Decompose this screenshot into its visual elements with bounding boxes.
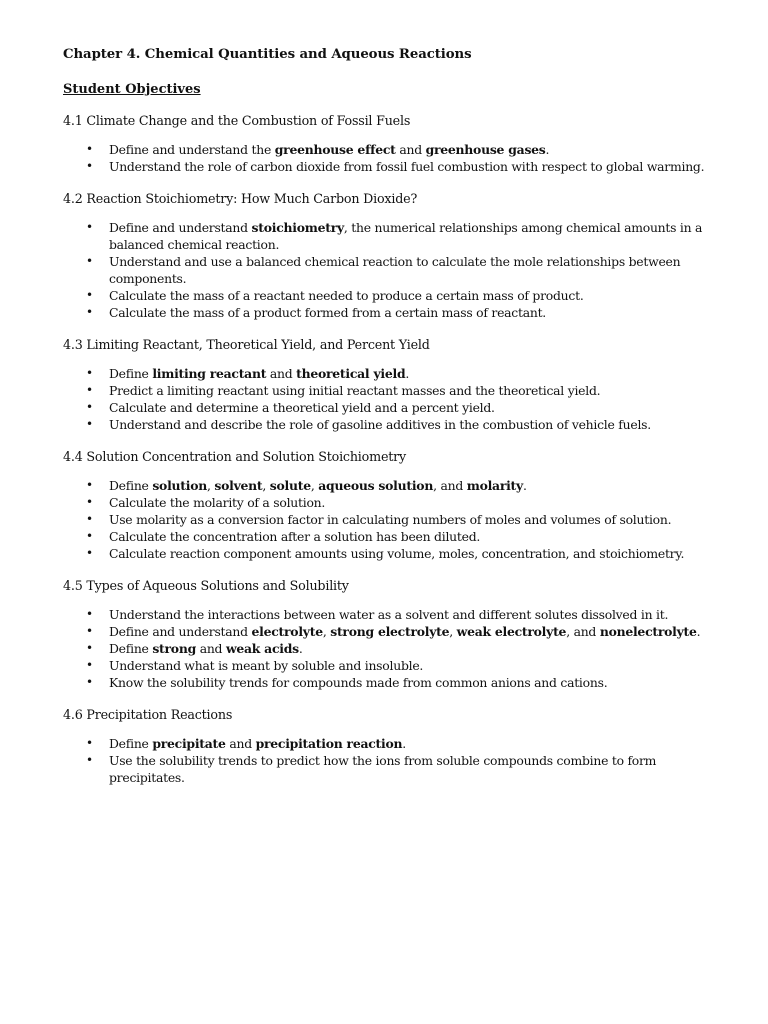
objective-item bbox=[63, 219, 723, 253]
objective-item bbox=[63, 304, 723, 321]
objective-text: , bbox=[207, 478, 215, 493]
objective-text: Calculate reaction component amounts using volume, moles, concentration, and stoichiometry. bbox=[109, 546, 685, 561]
objective-text: Know the solubility trends for compounds made from common anions and cations. bbox=[109, 675, 608, 690]
objective-item bbox=[63, 545, 723, 562]
objective-text: , and bbox=[433, 478, 467, 493]
section-title: 4.2 Reaction Stoichiometry: How Much Carbon Dioxide? bbox=[63, 191, 418, 206]
key-term: stoichiometry bbox=[251, 220, 344, 235]
objective-text: , bbox=[449, 624, 457, 639]
objective-item bbox=[63, 494, 723, 511]
objective-list bbox=[63, 219, 723, 321]
objective-item bbox=[63, 399, 723, 416]
objective-list bbox=[63, 141, 723, 175]
objective-text: Understand the interactions between water as a solvent and different solutes dissolved in it. bbox=[109, 607, 669, 622]
objective-section bbox=[63, 578, 723, 691]
objective-item bbox=[63, 416, 723, 433]
sections-container bbox=[63, 113, 723, 786]
objective-item bbox=[63, 158, 723, 175]
key-term: theoretical yield bbox=[296, 366, 406, 381]
key-term: aqueous solution bbox=[318, 478, 434, 493]
key-term: greenhouse gases bbox=[425, 142, 546, 157]
section-title: 4.1 Climate Change and the Combustion of Fossil Fuels bbox=[63, 113, 411, 128]
objectives-heading: Student Objectives bbox=[63, 82, 201, 97]
objective-text: Predict a limiting reactant using initial reactant masses and the theoretical yield. bbox=[109, 383, 601, 398]
objective-text: Understand what is meant by soluble and insoluble. bbox=[109, 658, 424, 673]
objective-section bbox=[63, 337, 723, 433]
objective-text: Calculate the molarity of a solution. bbox=[109, 495, 326, 510]
key-term: solvent bbox=[214, 478, 263, 493]
objective-item bbox=[63, 657, 723, 674]
objective-item bbox=[63, 674, 723, 691]
key-term: electrolyte bbox=[251, 624, 323, 639]
key-term: precipitate bbox=[152, 736, 226, 751]
objective-text: and bbox=[196, 641, 226, 656]
section-title: 4.6 Precipitation Reactions bbox=[63, 707, 233, 722]
objective-item bbox=[63, 752, 723, 786]
objective-text: Use the solubility trends to predict how the ions from soluble compounds combine to form precipitates. bbox=[109, 753, 657, 785]
objective-item bbox=[63, 477, 723, 494]
objective-text: Understand and describe the role of gasoline additives in the combustion of vehicle fuels. bbox=[109, 417, 651, 432]
objective-item bbox=[63, 287, 723, 304]
objective-item bbox=[63, 382, 723, 399]
key-term: limiting reactant bbox=[152, 366, 267, 381]
section-title: 4.3 Limiting Reactant, Theoretical Yield, and Percent Yield bbox=[63, 337, 430, 352]
objective-section bbox=[63, 707, 723, 786]
key-term: solution bbox=[152, 478, 207, 493]
objective-text: . bbox=[298, 641, 303, 656]
objective-text: . bbox=[545, 142, 550, 157]
objective-item bbox=[63, 511, 723, 528]
objective-text: , bbox=[310, 478, 319, 493]
objective-text: Define and understand bbox=[109, 220, 252, 235]
key-term: precipitation reaction bbox=[255, 736, 403, 751]
key-term: molarity bbox=[466, 478, 523, 493]
key-term: weak electrolyte bbox=[456, 624, 567, 639]
objective-text: . bbox=[405, 366, 410, 381]
objective-item bbox=[63, 365, 723, 382]
objective-text: and bbox=[395, 142, 426, 157]
key-term: strong bbox=[152, 641, 196, 656]
objective-text: , the numerical relationships among chemical amounts in a balanced chemical reaction. bbox=[109, 220, 703, 252]
objective-text: , bbox=[322, 624, 331, 639]
document-page bbox=[63, 47, 723, 786]
objective-list bbox=[63, 735, 723, 786]
objective-item bbox=[63, 528, 723, 545]
objective-list bbox=[63, 477, 723, 562]
objective-text: . bbox=[402, 736, 406, 751]
objective-item bbox=[63, 623, 723, 640]
objective-section bbox=[63, 449, 723, 562]
objective-text: . bbox=[522, 478, 527, 493]
key-term: greenhouse effect bbox=[274, 142, 396, 157]
objective-text: Use molarity as a conversion factor in calculating numbers of moles and volumes of solution. bbox=[109, 512, 672, 527]
objective-list bbox=[63, 606, 723, 691]
objective-text: Define bbox=[109, 641, 153, 656]
objective-text: Calculate and determine a theoretical yield and a percent yield. bbox=[109, 400, 495, 415]
objective-text: . bbox=[696, 624, 701, 639]
key-term: weak acids bbox=[225, 641, 299, 656]
objective-item bbox=[63, 606, 723, 623]
objective-text: Calculate the concentration after a solution has been diluted. bbox=[109, 529, 481, 544]
key-term: nonelectrolyte bbox=[599, 624, 697, 639]
key-term: strong electrolyte bbox=[330, 624, 450, 639]
objective-text: Define and understand bbox=[109, 624, 252, 639]
objective-text: and bbox=[266, 366, 297, 381]
objective-item bbox=[63, 253, 723, 287]
objective-text: Define bbox=[109, 736, 153, 751]
chapter-title: Chapter 4. Chemical Quantities and Aqueous Reactions bbox=[63, 47, 472, 62]
objective-text: Understand and use a balanced chemical reaction to calculate the mole relationships between components. bbox=[109, 254, 681, 286]
section-title: 4.5 Types of Aqueous Solutions and Solubility bbox=[63, 578, 349, 593]
objective-item bbox=[63, 735, 723, 752]
objective-text: , and bbox=[566, 624, 600, 639]
objective-item bbox=[63, 640, 723, 657]
objective-text: and bbox=[225, 736, 256, 751]
objective-text: Define and understand the bbox=[109, 142, 275, 157]
objective-section bbox=[63, 113, 723, 175]
objective-text: Calculate the mass of a product formed from a certain mass of reactant. bbox=[109, 305, 546, 320]
objective-text: Understand the role of carbon dioxide from fossil fuel combustion with respect to global warming. bbox=[109, 159, 705, 174]
objective-list bbox=[63, 365, 723, 433]
objective-section bbox=[63, 191, 723, 321]
objective-item bbox=[63, 141, 723, 158]
objective-text: Define bbox=[109, 366, 153, 381]
objective-text: , bbox=[262, 478, 270, 493]
section-title: 4.4 Solution Concentration and Solution Stoichiometry bbox=[63, 449, 406, 464]
objective-text: Calculate the mass of a reactant needed to produce a certain mass of product. bbox=[109, 288, 584, 303]
objective-text: Define bbox=[109, 478, 153, 493]
key-term: solute bbox=[269, 478, 311, 493]
